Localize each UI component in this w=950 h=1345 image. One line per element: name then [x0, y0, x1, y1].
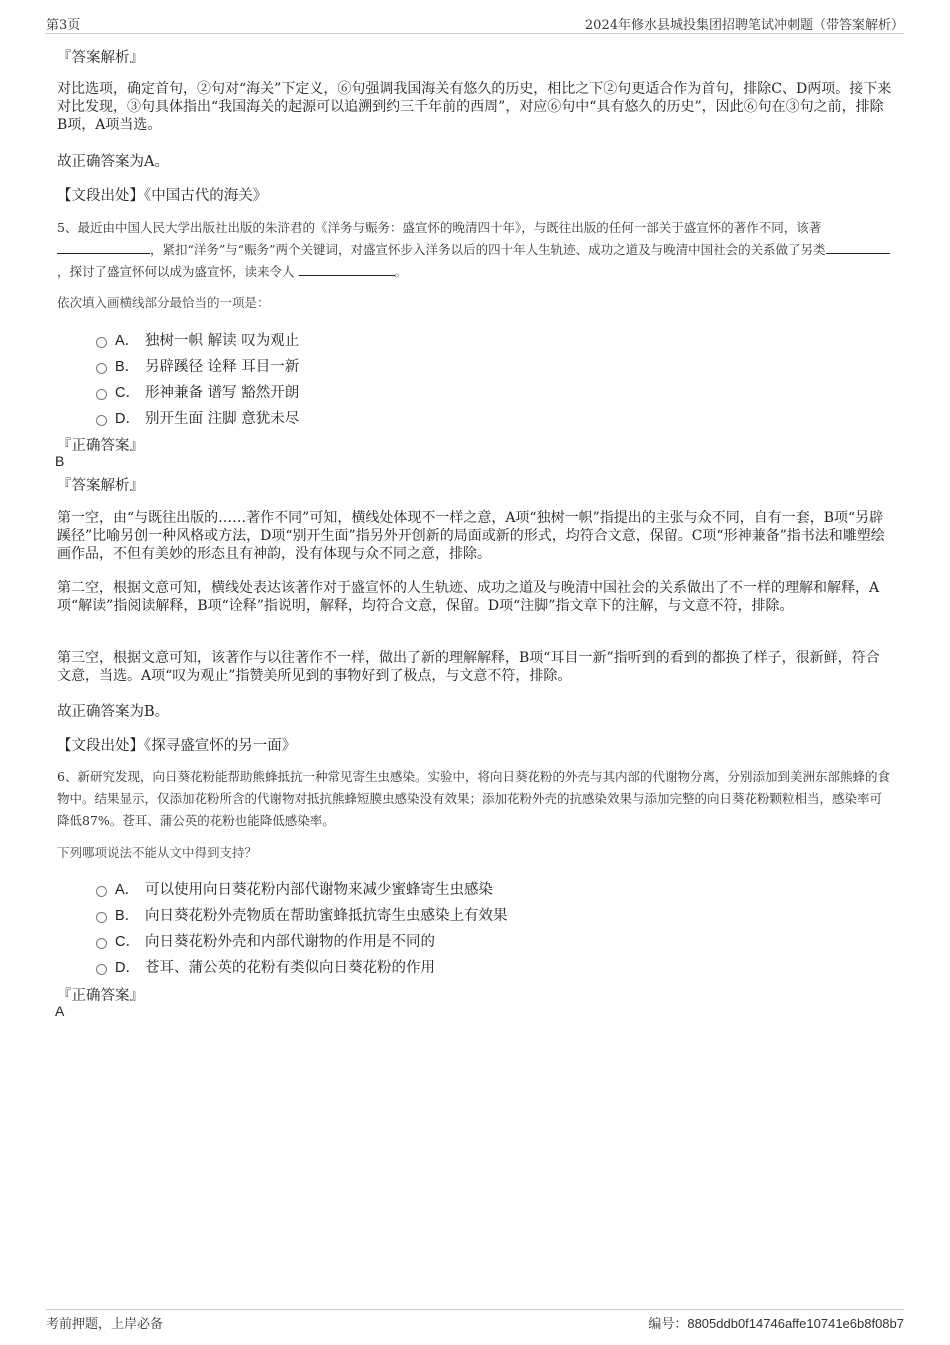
option-letter: D．: [115, 411, 140, 427]
q6-answer: A: [55, 1003, 65, 1019]
q4-analysis-label: 『答案解析』: [57, 50, 144, 66]
q4-analysis-text: 对比选项，确定首句，②句对“海关”下定义，⑥句强调我国海关有悠久的历史，相比之下②句更适合作为首句，排除C、D两项。接下来对比发现，③句具体指出“我国海关的起源可以追溯到约三千年前的西周”，对应⑥句中“具有悠久的历史”，因此⑥句在③句之前，排除B项，A项当选。: [57, 81, 892, 133]
q5-option-c[interactable]: [96, 381, 299, 401]
q5-option-a[interactable]: [96, 329, 299, 349]
option-text: 可以使用向日葵花粉内部代谢物来减少蜜蜂寄生虫感染: [145, 882, 493, 898]
q6-option-a[interactable]: [96, 878, 493, 898]
option-letter: C．: [115, 385, 140, 401]
q5-analysis-3: 第三空，根据文意可知，该著作与以往著作不一样，做出了新的理解解释，B项“耳目一新”指听到的看到的都换了样子，很新鲜，符合文意，当选。A项“叹为观止”指赞美所见到的事物好到了极点，与文意不符，排除。: [57, 650, 880, 684]
option-text: 独树一帜 解读 叹为观止: [145, 333, 300, 349]
q5-stem: [57, 217, 892, 283]
option-letter: A．: [115, 882, 140, 898]
radio-icon[interactable]: [96, 964, 107, 975]
q5-answer: B: [55, 453, 65, 469]
q6-answer-label: 『正确答案』: [57, 988, 144, 1004]
q5-stem-part3: ，探讨了盛宣怀何以成为盛宣怀，读来令人: [57, 264, 295, 279]
document-code: [648, 1313, 904, 1332]
option-text: 苍耳、蒲公英的花粉有类似向日葵花粉的作用: [145, 960, 435, 976]
code-label: 编号：: [648, 1317, 688, 1332]
q5-analysis-1: 第一空，由“与既往出版的……著作不同”可知，横线处体现不一样之意，A项“独树一帜”指提出的主张与众不同，自有一套，B项“另辟蹊径”比喻另创一种风格或方法，D项“别开生面”指另外开创新的局面或新的形式，均符合文意，保留。C项“形神兼备”指书法和雕塑绘画作品，不但有美妙的形态且有神韵，没有体现与众不同之意，排除。: [57, 510, 885, 562]
q5-analysis-label: 『答案解析』: [57, 478, 144, 494]
page-footer: [46, 1313, 904, 1333]
option-letter: B．: [115, 908, 140, 924]
q4-conclusion: 故正确答案为A。: [57, 154, 169, 170]
option-letter: D．: [115, 960, 140, 976]
option-text: 别开生面 注脚 意犹未尽: [145, 411, 300, 427]
radio-icon[interactable]: [96, 337, 107, 348]
radio-icon[interactable]: [96, 938, 107, 949]
q5-analysis-2: 第二空，根据文意可知，横线处表达该著作对于盛宣怀的人生轨迹、成功之道及与晚清中国社会的关系做出了不一样的理解和解释，A项“解读”指阅读解释，B项“诠释”指说明，解释，均符合文意，保留。D项“注脚”指文章下的注解，与文意不符，排除。: [57, 580, 880, 614]
q5-answer-label: 『正确答案』: [57, 438, 144, 454]
q6-option-d[interactable]: [96, 956, 435, 976]
q5-stem-part1: 5、最近由中国人民大学出版社出版的朱浒君的《洋务与赈务：盛宣怀的晚清四十年》，与既往出版的任何一部关于盛宣怀的著作不同，该著: [57, 220, 822, 235]
page-number: 第3页: [46, 18, 81, 33]
option-text: 形神兼备 谱写 豁然开朗: [145, 385, 300, 401]
q5-option-d[interactable]: [96, 407, 299, 427]
page-header: [46, 14, 904, 34]
radio-icon[interactable]: [96, 389, 107, 400]
option-letter: C．: [115, 934, 140, 950]
q4-source: 【文段出处】《中国古代的海关》: [57, 188, 268, 204]
q6-stem: 6、新研究发现，向日葵花粉能帮助熊蜂抵抗一种常见寄生虫感染。实验中，将向日葵花粉的外壳与其内部的代谢物分离，分别添加到美洲东部熊蜂的食物中。结果显示，仅添加花粉所含的代谢物对抵抗熊蜂短膜虫感染没有效果；添加花粉外壳的抗感染效果与添加完整的向日葵花粉颗粒相当，感染率可降低87%。苍耳、蒲公英的花粉也能降低感染率。: [57, 769, 890, 828]
radio-icon[interactable]: [96, 415, 107, 426]
q5-blank-1: [57, 241, 150, 254]
option-text: 向日葵花粉外壳和内部代谢物的作用是不同的: [145, 934, 435, 950]
q6-ask: 下列哪项说法不能从文中得到支持？: [57, 845, 258, 860]
radio-icon[interactable]: [96, 363, 107, 374]
q5-blank-2: [826, 241, 890, 254]
radio-icon[interactable]: [96, 912, 107, 923]
q5-source: 【文段出处】《探寻盛宣怀的另一面》: [57, 738, 297, 754]
header-divider: [46, 33, 904, 34]
option-letter: A．: [115, 333, 140, 349]
footer-divider: [46, 1309, 904, 1310]
q6-option-c[interactable]: [96, 930, 435, 950]
q5-stem-part4: 。: [394, 264, 408, 279]
document-title: 2024年修水县城投集团招聘笔试冲刺题（带答案解析）: [584, 18, 904, 33]
option-text: 另辟蹊径 诠释 耳目一新: [145, 359, 300, 375]
q5-stem-part2: ，紧扣“洋务”与“赈务”两个关键词，对盛宣怀步入洋务以后的四十年人生轨迹、成功之道及与晚清中国社会的关系做了另类: [150, 242, 826, 257]
option-letter: B．: [115, 359, 140, 375]
q5-blank-3: [299, 263, 395, 276]
q5-ask: 依次填入画横线部分最恰当的一项是：: [57, 295, 270, 310]
footer-slogan: 考前押题，上岸必备: [46, 1317, 164, 1332]
q5-conclusion: 故正确答案为B。: [57, 704, 170, 720]
radio-icon[interactable]: [96, 886, 107, 897]
code-value: 8805ddb0f14746affe10741e6b8f08b7: [687, 1316, 904, 1331]
q6-option-b[interactable]: [96, 904, 508, 924]
q5-option-b[interactable]: [96, 355, 299, 375]
option-text: 向日葵花粉外壳物质在帮助蜜蜂抵抗寄生虫感染上有效果: [145, 908, 508, 924]
